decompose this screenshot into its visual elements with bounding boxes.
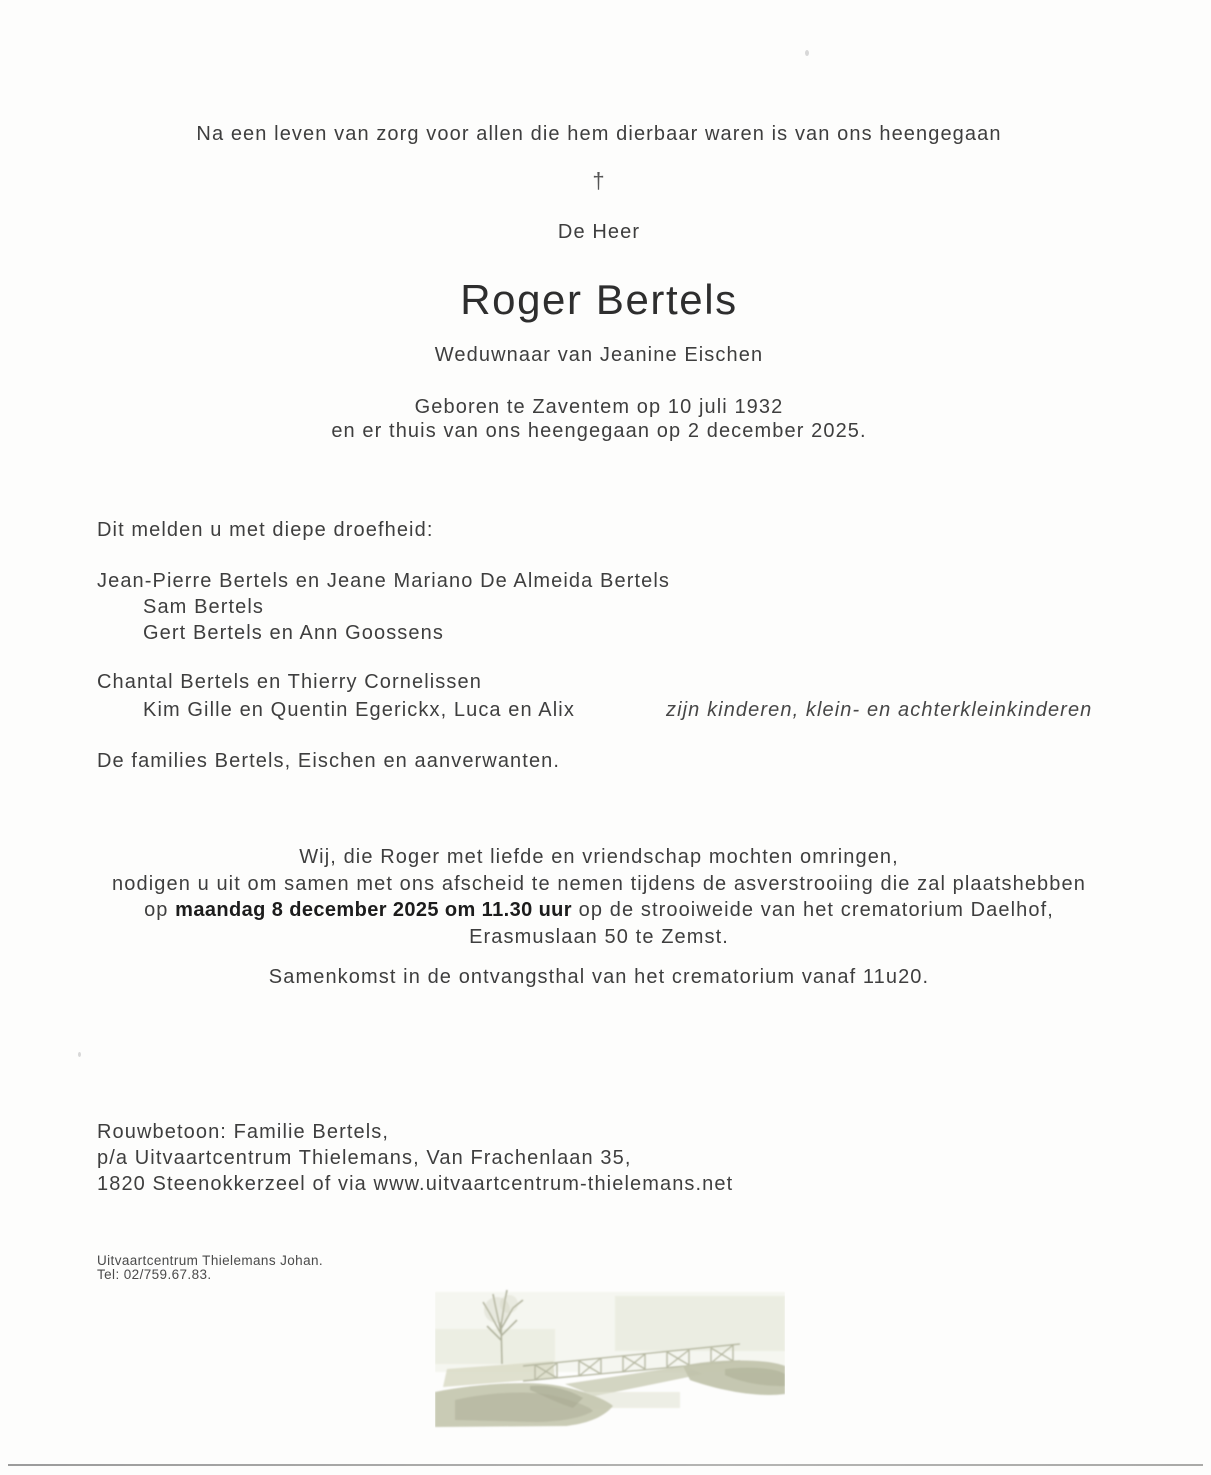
families-line: De families Bertels, Eischen en aanverwanten. [97, 750, 561, 772]
bridge-photo [435, 1274, 785, 1429]
family-group1-line2: Sam Bertels [143, 596, 265, 618]
ceremony-datetime-prefix: op [144, 899, 176, 921]
opening-line: Na een leven van zorg voor allen die hem dierbaar waren is van ons heengegaan [196, 123, 1002, 145]
widower-line: Weduwnaar van Jeanine Eischen [434, 344, 764, 366]
deceased-name: Roger Bertels [460, 276, 738, 323]
scan-edge-line [8, 1464, 1203, 1466]
condolence-line1: Rouwbetoon: Familie Bertels, [97, 1121, 390, 1143]
ceremony-datetime-suffix: op de strooiweide van het crematorium Daelhof, [571, 899, 1054, 921]
death-line: en er thuis van ons heengegaan op 2 december 2025. [331, 420, 867, 442]
ceremony-address-line: Erasmuslaan 50 te Zemst. [469, 926, 729, 948]
honorific: De Heer [557, 221, 641, 243]
ceremony-datetime-line [0, 899, 1198, 922]
scan-speck [805, 50, 809, 56]
funeral-home-phone: Tel: 02/759.67.83. [97, 1267, 212, 1282]
ceremony-line1: Wij, die Roger met liefde en vriendschap mochten omringen, [299, 846, 899, 868]
condolence-line3: 1820 Steenokkerzeel of via www.uitvaartcentrum-thielemans.net [97, 1173, 734, 1195]
funeral-home-name: Uitvaartcentrum Thielemans Johan. [97, 1253, 324, 1268]
announcement-intro: Dit melden u met diepe droefheid: [97, 519, 434, 541]
ceremony-datetime-bold: maandag 8 december 2025 om 11.30 uur [175, 899, 572, 921]
family-group2-line1: Chantal Bertels en Thierry Cornelissen [97, 671, 482, 693]
gathering-line: Samenkomst in de ontvangsthal van het crematorium vanaf 11u20. [268, 966, 930, 988]
birth-line: Geboren te Zaventem op 10 juli 1932 [414, 396, 784, 418]
ceremony-line2: nodigen u uit om samen met ons afscheid te nemen tijdens de asverstrooiing die zal plaatshebben [112, 873, 1086, 895]
condolence-line2: p/a Uitvaartcentrum Thielemans, Van Frachenlaan 35, [97, 1147, 632, 1169]
relation-note: zijn kinderen, klein- en achterkleinkinderen [666, 699, 1093, 721]
scan-speck [78, 1052, 81, 1057]
family-group2-line2: Kim Gille en Quentin Egerickx, Luca en Alix [143, 699, 575, 721]
family-group1-line3: Gert Bertels en Ann Goossens [143, 622, 444, 644]
family-group1-line1: Jean-Pierre Bertels en Jeane Mariano De Almeida Bertels [97, 570, 670, 592]
memorial-cross-icon: † [592, 168, 606, 193]
